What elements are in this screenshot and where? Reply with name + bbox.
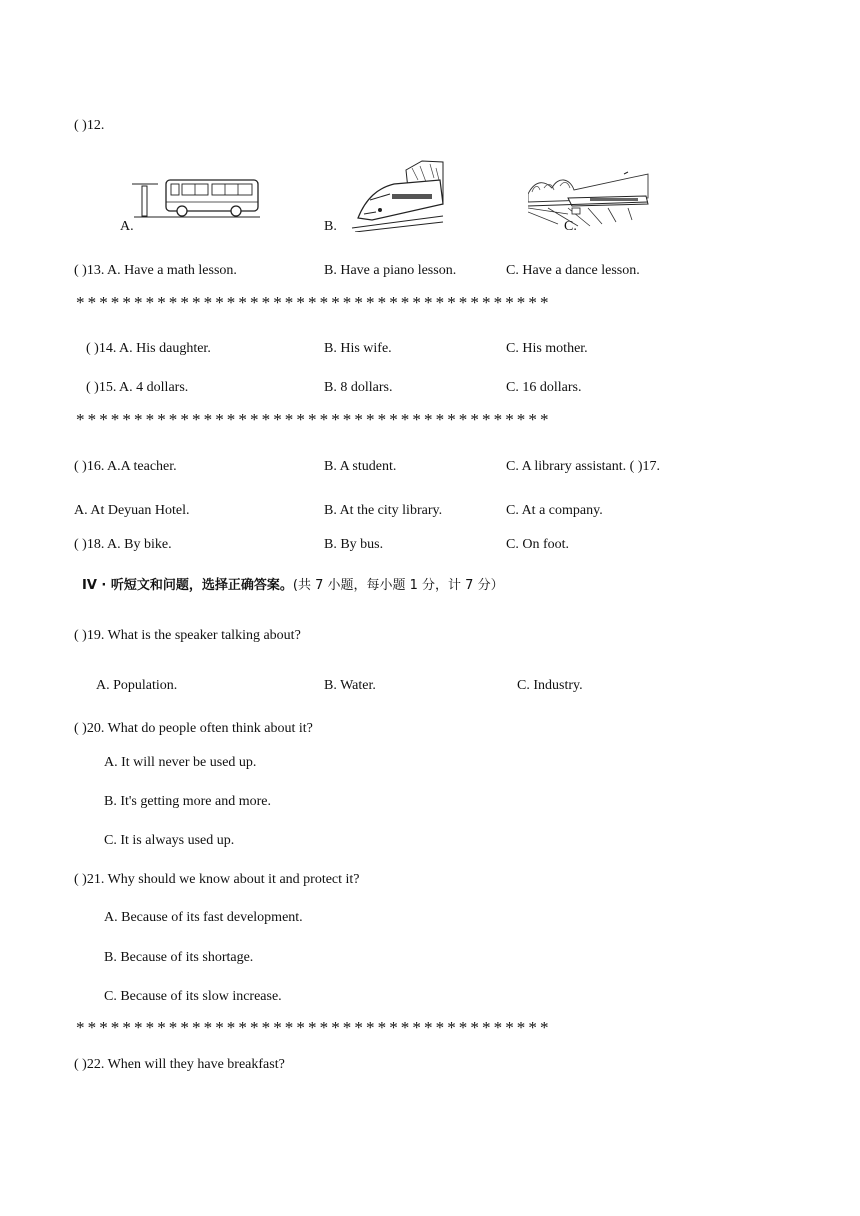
q17-option-c: C. At a company. xyxy=(506,503,603,518)
q13-question: ( )13. A. Have a math lesson. xyxy=(74,263,237,278)
q22-question: ( )22. When will they have breakfast? xyxy=(74,1057,285,1072)
q19-option-a: A. Population. xyxy=(96,678,178,693)
section-heading xyxy=(82,578,504,594)
q12-option-b-label: B. xyxy=(324,219,337,234)
q20-option-b: B. It's getting more and more. xyxy=(104,794,271,809)
q20-option-c: C. It is always used up. xyxy=(104,833,235,848)
q21-question: ( )21. Why should we know about it and protect it? xyxy=(74,872,360,887)
q17-option-a: A. At Deyuan Hotel. xyxy=(74,503,190,518)
q19-option-b: B. Water. xyxy=(324,678,376,693)
q18-option-c: C. On foot. xyxy=(506,537,569,552)
q16-option-c: C. A library assistant. ( )17. xyxy=(506,459,660,474)
q15-option-b: B. 8 dollars. xyxy=(324,380,393,395)
q19-question: ( )19. What is the speaker talking about? xyxy=(74,628,301,643)
q20-option-a: A. It will never be used up. xyxy=(104,755,257,770)
q14-option-b: B. His wife. xyxy=(324,341,392,356)
q12-option-a-label: A. xyxy=(120,219,134,234)
q21-option-a: A. Because of its fast development. xyxy=(104,910,303,925)
star-divider: ***************************************** xyxy=(76,1018,552,1037)
q21-option-c: C. Because of its slow increase. xyxy=(104,989,282,1004)
q13-option-c: C. Have a dance lesson. xyxy=(506,263,640,278)
q16-question: ( )16. A.A teacher. xyxy=(74,459,177,474)
section-scoring-note: (共 7 小题，每小题 1 分，计 7 分） xyxy=(292,578,504,593)
q19-option-c: C. Industry. xyxy=(517,678,583,693)
train-landscape-icon xyxy=(528,168,650,228)
q15-question: ( )15. A. 4 dollars. xyxy=(86,380,189,395)
q17-option-b: B. At the city library. xyxy=(324,503,443,518)
section-title: IV · 听短文和问题，选择正确答案。 xyxy=(82,578,293,593)
star-divider: ***************************************** xyxy=(76,410,552,429)
q12-question: ( )12. xyxy=(74,118,105,133)
bus-icon xyxy=(132,175,262,221)
q14-question: ( )14. A. His daughter. xyxy=(86,341,211,356)
q21-option-b: B. Because of its shortage. xyxy=(104,950,254,965)
q15-option-c: C. 16 dollars. xyxy=(506,380,582,395)
train-tunnel-icon xyxy=(350,160,445,232)
q20-question: ( )20. What do people often think about it? xyxy=(74,721,313,736)
q14-option-c: C. His mother. xyxy=(506,341,588,356)
star-divider: ***************************************** xyxy=(76,293,552,312)
q13-option-b: B. Have a piano lesson. xyxy=(324,263,457,278)
q18-question: ( )18. A. By bike. xyxy=(74,537,172,552)
q12-option-c-label: C. xyxy=(564,219,577,234)
q16-option-b: B. A student. xyxy=(324,459,397,474)
q18-option-b: B. By bus. xyxy=(324,537,384,552)
